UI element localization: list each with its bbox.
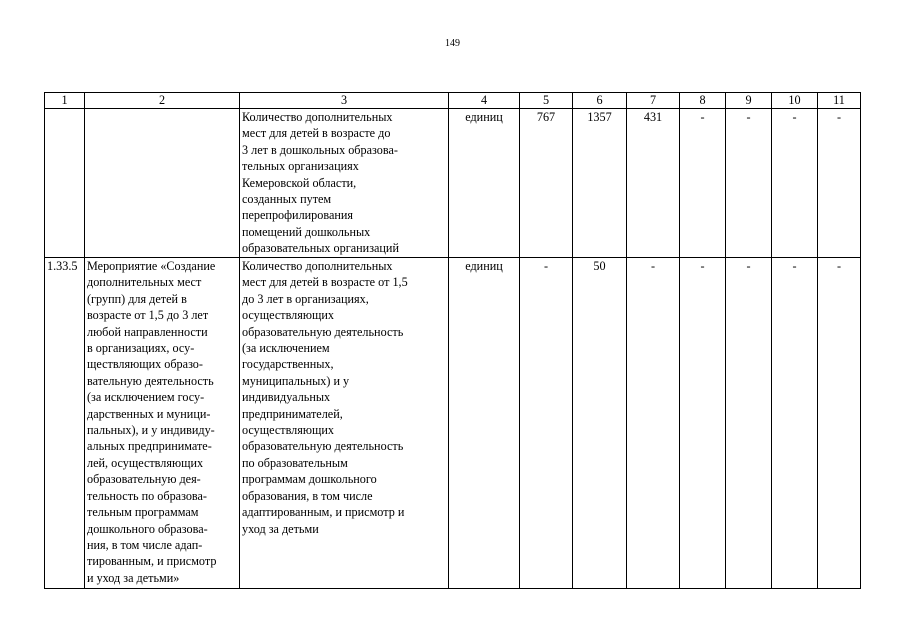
text-line: созданных путем — [242, 192, 332, 207]
table-row — [45, 109, 861, 258]
text-line: ществляющих образо- — [87, 357, 203, 372]
text-line: дошкольного образова- — [87, 521, 208, 536]
column-header: 11 — [818, 93, 861, 109]
text-line: мест для детей в возрасте от 1,5 — [242, 275, 408, 290]
row-value: 767 — [520, 109, 573, 258]
row-value: - — [818, 109, 861, 258]
text-line: государственных, — [242, 357, 334, 372]
text-line: тельным программам — [87, 505, 199, 520]
row-unit: единиц — [449, 109, 520, 258]
column-header: 6 — [573, 93, 627, 109]
text-line: муниципальных) и у — [242, 373, 350, 388]
indicator-text — [242, 109, 446, 257]
text-line: и уход за детьми» — [87, 570, 180, 585]
text-line: (групп) для детей в — [87, 291, 187, 306]
row-value: - — [772, 258, 818, 589]
text-line: (за исключением — [242, 341, 330, 356]
text-line: Кемеровской области, — [242, 175, 357, 190]
row-value: - — [726, 258, 772, 589]
text-line: пальных), и у индивиду- — [87, 423, 215, 438]
text-line: в организациях, осу- — [87, 341, 195, 356]
text-line: дополнительных мест — [87, 275, 202, 290]
text-line: образовательную дея- — [87, 472, 201, 487]
text-line: Мероприятие «Создание — [87, 259, 216, 273]
row-event — [85, 258, 240, 589]
table-header-row — [45, 93, 861, 109]
column-header: 2 — [85, 93, 240, 109]
text-line: образовательную деятельность — [242, 439, 404, 454]
text-line: тированным, и присмотр — [87, 554, 217, 569]
text-line: (за исключением госу- — [87, 390, 205, 405]
row-value: 50 — [573, 258, 627, 589]
text-line: помещений дошкольных — [242, 224, 371, 239]
text-line: по образовательным — [242, 455, 348, 470]
indicator-table — [44, 92, 861, 589]
row-event — [85, 109, 240, 258]
column-header: 10 — [772, 93, 818, 109]
event-text — [87, 258, 237, 586]
text-line: лей, осуществляющих — [87, 455, 204, 470]
text-line: предпринимателей, — [242, 406, 343, 421]
text-line: осуществляющих — [242, 308, 334, 323]
text-line: образования, в том числе — [242, 488, 373, 503]
text-line: ния, в том числе адап- — [87, 537, 203, 552]
text-line: осуществляющих — [242, 423, 334, 438]
text-line: уход за детьми — [242, 521, 319, 536]
page-number: 149 — [445, 38, 460, 49]
text-line: Количество дополнительных — [242, 110, 393, 124]
text-line: 3 лет в дошкольных образова- — [242, 142, 398, 157]
row-value: - — [772, 109, 818, 258]
column-header: 9 — [726, 93, 772, 109]
row-value: - — [726, 109, 772, 258]
text-line: альных предпринимате- — [87, 439, 212, 454]
row-value: - — [520, 258, 573, 589]
text-line: адаптированным, и присмотр и — [242, 505, 405, 520]
text-line: вательную деятельность — [87, 373, 214, 388]
column-header: 1 — [45, 93, 85, 109]
text-line: образовательных организаций — [242, 241, 399, 256]
column-header: 4 — [449, 93, 520, 109]
text-line: возрасте от 1,5 до 3 лет — [87, 308, 209, 323]
row-value: - — [818, 258, 861, 589]
row-indicator — [240, 258, 449, 589]
indicator-text — [242, 258, 446, 537]
text-line: программам дошкольного — [242, 472, 377, 487]
column-header: 5 — [520, 93, 573, 109]
text-line: индивидуальных — [242, 390, 331, 405]
row-value: - — [627, 258, 680, 589]
text-line: мест для детей в возрасте до — [242, 126, 391, 141]
row-value: - — [680, 109, 726, 258]
text-line: перепрофилирования — [242, 208, 354, 223]
text-line: тельных организациях — [242, 159, 359, 174]
row-indicator — [240, 109, 449, 258]
table-row — [45, 258, 861, 589]
text-line: Количество дополнительных — [242, 259, 393, 273]
row-unit: единиц — [449, 258, 520, 589]
row-code: 1.33.5 — [45, 258, 85, 589]
text-line: тельность по образова- — [87, 488, 207, 503]
text-line: дарственных и муници- — [87, 406, 211, 421]
text-line: образовательную деятельность — [242, 324, 404, 339]
row-value: - — [680, 258, 726, 589]
row-value: 431 — [627, 109, 680, 258]
column-header: 7 — [627, 93, 680, 109]
column-header: 3 — [240, 93, 449, 109]
row-value: 1357 — [573, 109, 627, 258]
text-line: любой направленности — [87, 324, 208, 339]
column-header: 8 — [680, 93, 726, 109]
text-line: до 3 лет в организациях, — [242, 291, 369, 306]
row-code — [45, 109, 85, 258]
